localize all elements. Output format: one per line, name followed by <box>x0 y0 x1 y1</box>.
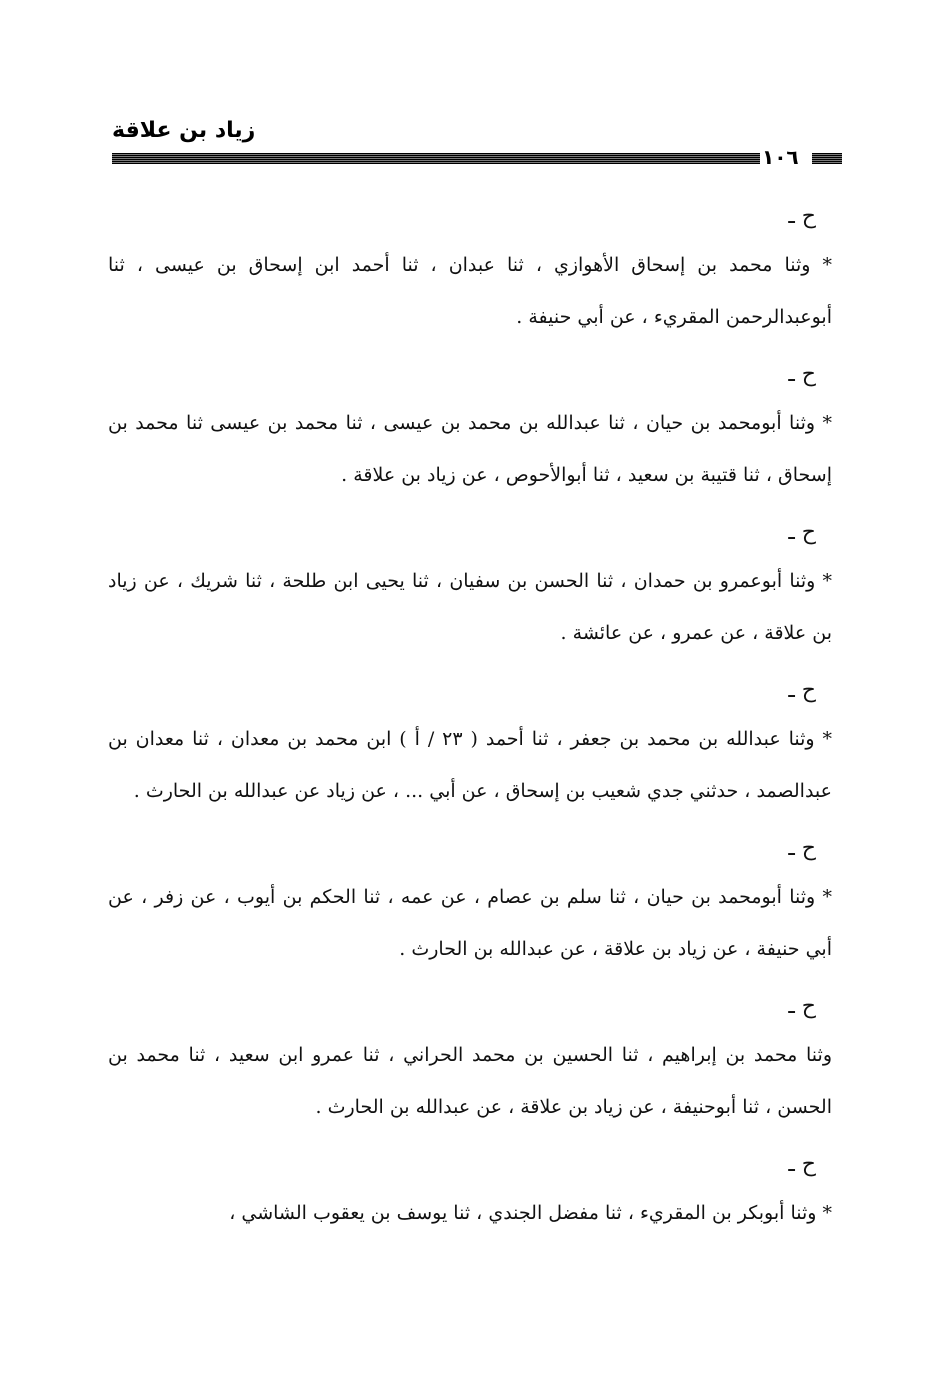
chain-paragraph: وثنا محمد بن إبراهيم ، ثنا الحسين بن محمد الحراني ، ثنا عمرو ابن سعيد ، ثنا محمد بن الحسن ، ثنا أبوحنيفة ، عن زياد بن علاقة ، عن عبدالله بن الحارث . <box>108 1044 832 1118</box>
chain-paragraph: * وثنا أبومحمد بن حيان ، ثنا سلم بن عصام ، عن عمه ، ثنا الحكم بن أيوب ، عن زفر ، عن أبي حنيفة ، عن زياد بن علاقة ، عن عبدالله بن الحارث . <box>108 886 832 960</box>
transition-marker: ح ـ <box>788 362 816 387</box>
chain-block <box>108 985 832 1133</box>
chain-block <box>108 353 832 501</box>
chain-block <box>108 669 832 817</box>
chain-paragraph: * وثنا أبومحمد بن حيان ، ثنا عبدالله بن محمد بن عيسى ، ثنا محمد بن عيسى ثنا محمد بن إسحاق ، ثنا قتيبة بن سعيد ، ثنا أبوالأحوص ، عن زياد بن علاقة . <box>108 412 832 486</box>
transition-marker: ح ـ <box>788 994 816 1019</box>
page-number: ١٠٦ <box>762 145 799 169</box>
transition-marker: ح ـ <box>788 1152 816 1177</box>
chain-block <box>108 511 832 659</box>
chain-paragraph: * وثنا محمد بن إسحاق الأهوازي ، ثنا عبدان ، ثنا أحمد ابن إسحاق بن عيسى ، ثنا أبوعبدالرحمن المقريء ، عن أبي حنيفة . <box>108 254 832 328</box>
chain-paragraph: * وثنا أبوبكر بن المقريء ، ثنا مفضل الجندي ، ثنا يوسف بن يعقوب الشاشي ، <box>229 1202 832 1224</box>
chain-block <box>108 1143 832 1239</box>
transition-marker: ح ـ <box>788 520 816 545</box>
header-rule-end <box>812 153 842 164</box>
chain-paragraph: * وثنا عبدالله بن محمد بن جعفر ، ثنا أحمد ( ٢٣ / أ ) ابن محمد بن معدان ، ثنا معدان بن عبدالصمد ، حدثني جدي شعيب بن إسحاق ، عن أبي ... ، عن زياد عن عبدالله بن الحارث . <box>108 728 833 802</box>
header-rule <box>112 153 760 164</box>
chain-block <box>108 195 832 343</box>
chain-paragraph: * وثنا أبوعمرو بن حمدان ، ثنا الحسن بن سفيان ، ثنا يحيى ابن طلحة ، ثنا شريك ، عن زياد بن علاقة ، عن عمرو ، عن عائشة . <box>108 570 832 644</box>
chain-block <box>108 827 832 975</box>
transition-marker: ح ـ <box>788 204 816 229</box>
transition-marker: ح ـ <box>788 678 816 703</box>
running-title: زياد بن علاقة <box>112 118 256 143</box>
transition-marker: ح ـ <box>788 836 816 861</box>
page-body <box>108 195 832 1249</box>
